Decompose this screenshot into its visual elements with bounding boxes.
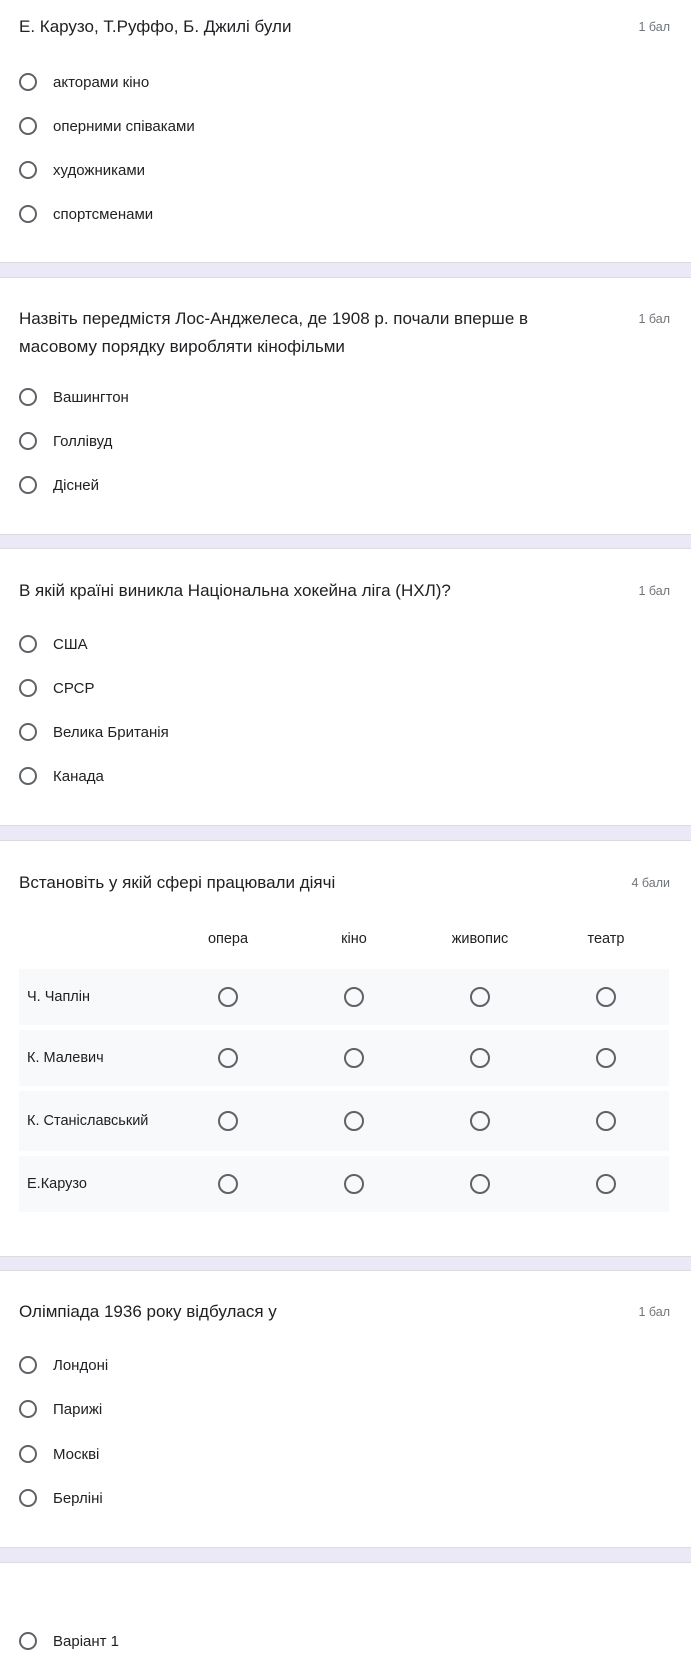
radio-unchecked-icon[interactable] <box>19 767 37 785</box>
option-radio[interactable] <box>19 1486 103 1510</box>
option-radio[interactable] <box>19 70 149 94</box>
option-radio[interactable] <box>19 385 129 409</box>
option-label: Парижі <box>53 1400 103 1418</box>
radio-unchecked-icon[interactable] <box>596 1048 616 1068</box>
option-radio[interactable] <box>19 114 195 138</box>
option-radio[interactable] <box>19 1353 108 1377</box>
radio-unchecked-icon[interactable] <box>19 679 37 697</box>
radio-unchecked-icon[interactable] <box>19 1445 37 1463</box>
radio-unchecked-icon[interactable] <box>470 1174 490 1194</box>
option-label: оперними співаками <box>53 117 195 135</box>
radio-unchecked-icon[interactable] <box>470 1111 490 1131</box>
question-title: Встановіть у якій сфері працювали діячі <box>19 873 336 892</box>
question-points: 1 бал <box>638 20 670 34</box>
option-radio[interactable] <box>19 1629 119 1653</box>
grid-row-label: Е.Карузо <box>27 1175 87 1192</box>
radio-unchecked-icon[interactable] <box>19 432 37 450</box>
question-card-4-grid <box>0 840 691 1257</box>
question-points: 1 бал <box>638 312 670 326</box>
option-radio[interactable] <box>19 764 104 788</box>
radio-unchecked-icon[interactable] <box>218 1111 238 1131</box>
radio-unchecked-icon[interactable] <box>218 987 238 1007</box>
radio-unchecked-icon[interactable] <box>344 1111 364 1131</box>
option-label: Дісней <box>53 476 99 494</box>
option-radio[interactable] <box>19 473 99 497</box>
question-points: 4 бали <box>631 876 670 890</box>
radio-unchecked-icon[interactable] <box>596 1111 616 1131</box>
radio-unchecked-icon[interactable] <box>19 1489 37 1507</box>
grid-row-label: К. Станіславський <box>27 1112 149 1129</box>
radio-unchecked-icon[interactable] <box>19 205 37 223</box>
grid-column-header: опера <box>207 931 249 947</box>
radio-unchecked-icon[interactable] <box>19 73 37 91</box>
option-label: США <box>53 635 88 653</box>
option-label: спортсменами <box>53 205 154 223</box>
option-radio[interactable] <box>19 158 145 182</box>
option-radio[interactable] <box>19 429 112 453</box>
radio-unchecked-icon[interactable] <box>19 723 37 741</box>
radio-unchecked-icon[interactable] <box>344 1048 364 1068</box>
radio-unchecked-icon[interactable] <box>218 1048 238 1068</box>
question-card-1 <box>0 0 691 263</box>
grid-column-header: кіно <box>341 931 367 947</box>
radio-unchecked-icon[interactable] <box>344 1174 364 1194</box>
option-radio[interactable] <box>19 1442 99 1466</box>
grid-row-label: Ч. Чаплін <box>27 988 90 1005</box>
radio-unchecked-icon[interactable] <box>19 476 37 494</box>
radio-unchecked-icon[interactable] <box>19 1356 37 1374</box>
option-radio[interactable] <box>19 632 88 656</box>
option-radio[interactable] <box>19 202 153 226</box>
option-label: Канада <box>53 767 104 785</box>
radio-unchecked-icon[interactable] <box>596 987 616 1007</box>
option-label: СРСР <box>53 679 95 697</box>
radio-unchecked-icon[interactable] <box>19 635 37 653</box>
option-label: Москві <box>53 1445 100 1463</box>
question-points: 1 бал <box>638 1305 670 1319</box>
grid-row-label: К. Малевич <box>27 1049 104 1066</box>
question-card-2 <box>0 277 691 535</box>
option-label: акторами кіно <box>53 73 150 91</box>
radio-unchecked-icon[interactable] <box>344 987 364 1007</box>
question-title: Назвіть передмістя Лос-Анджелеса, де 1908 р. почали вперше в масовому порядку виробляти кінофільми <box>19 309 529 356</box>
radio-unchecked-icon[interactable] <box>19 161 37 179</box>
option-label: Голлівуд <box>53 432 113 450</box>
option-label: Берліні <box>53 1489 103 1507</box>
grid-row <box>19 1091 669 1151</box>
option-label: Вашингтон <box>53 388 129 406</box>
question-title: Е. Карузо, Т.Руффо, Б. Джилі були <box>19 17 292 36</box>
option-label: Велика Британія <box>53 723 169 741</box>
option-label: Лондоні <box>53 1356 109 1374</box>
radio-unchecked-icon[interactable] <box>470 1048 490 1068</box>
radio-unchecked-icon[interactable] <box>19 117 37 135</box>
radio-unchecked-icon[interactable] <box>19 388 37 406</box>
radio-unchecked-icon[interactable] <box>19 1632 37 1650</box>
grid-row <box>19 969 669 1025</box>
grid-row <box>19 1030 669 1086</box>
question-points: 1 бал <box>638 584 670 598</box>
radio-unchecked-icon[interactable] <box>218 1174 238 1194</box>
grid-column-header: живопис <box>451 931 509 947</box>
question-title: Олімпіада 1936 року відбулася у <box>19 1302 277 1321</box>
grid-row <box>19 1156 669 1212</box>
option-radio[interactable] <box>19 1397 102 1421</box>
question-card-5 <box>0 1270 691 1548</box>
radio-unchecked-icon[interactable] <box>470 987 490 1007</box>
question-card-3 <box>0 548 691 826</box>
grid-column-header: театр <box>587 931 625 947</box>
question-title: В якій країні виникла Національна хокейна ліга (НХЛ)? <box>19 581 451 600</box>
option-label: Варіант 1 <box>53 1632 120 1650</box>
option-radio[interactable] <box>19 676 95 700</box>
option-radio[interactable] <box>19 720 169 744</box>
option-label: художниками <box>53 161 146 179</box>
radio-unchecked-icon[interactable] <box>19 1400 37 1418</box>
radio-unchecked-icon[interactable] <box>596 1174 616 1194</box>
question-card-6 <box>0 1562 691 1663</box>
